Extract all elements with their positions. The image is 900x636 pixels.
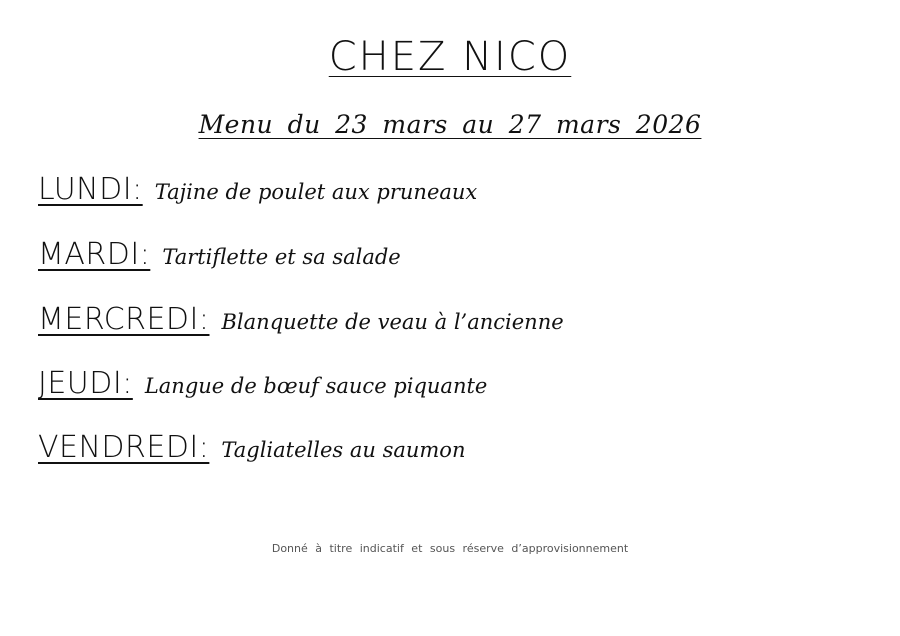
footnote: Donné à titre indicatif et sous réserve d’approvisionnement <box>271 542 629 555</box>
dish-friday: Tagliatelles au saumon <box>221 438 466 462</box>
day-label-wednesday: MERCREDI: <box>38 302 210 337</box>
day-label-monday: LUNDI: <box>38 172 143 207</box>
menu-day-monday <box>38 172 477 207</box>
day-label-tuesday: MARDI: <box>38 237 151 272</box>
menu-day-friday <box>38 430 465 465</box>
day-label-friday: VENDREDI: <box>38 430 210 465</box>
dish-monday: Tajine de poulet aux pruneaux <box>154 180 478 204</box>
dish-thursday: Langue de bœuf sauce piquante <box>144 374 488 398</box>
menu-day-wednesday <box>38 302 564 337</box>
restaurant-name: CHEZ NICO <box>328 34 572 80</box>
dish-wednesday: Blanquette de veau à l’ancienne <box>221 310 564 334</box>
dish-tuesday: Tartiflette et sa salade <box>162 245 401 269</box>
menu-date-range: Menu du 23 mars au 27 mars 2026 <box>198 110 702 139</box>
day-label-thursday: JEUDI: <box>38 366 133 401</box>
restaurant-title <box>0 34 900 80</box>
menu-subtitle <box>0 110 900 139</box>
menu-day-thursday <box>38 366 487 401</box>
menu-day-tuesday <box>38 237 401 272</box>
